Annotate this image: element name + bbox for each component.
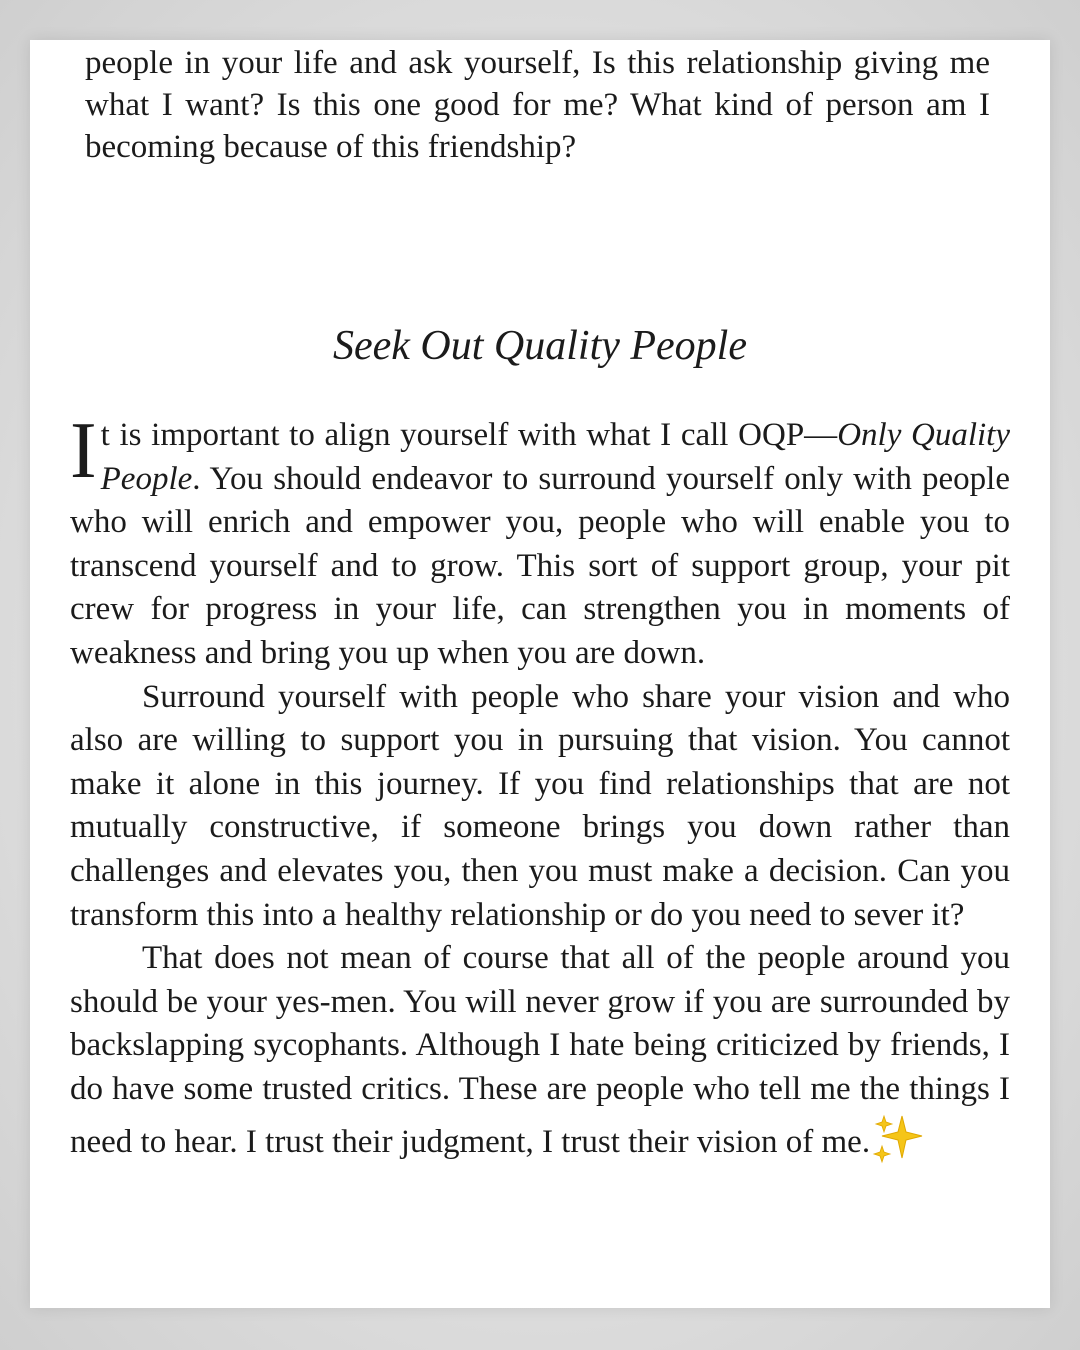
paragraph-1: [70, 407, 1010, 676]
section-heading: Seek Out Quality People: [332, 323, 747, 369]
paragraph-1-italic: Only Quality People: [100, 417, 1010, 497]
sparkle-icon: [872, 1112, 924, 1164]
paragraph-2: Surround yourself with people who share your vision and who also are willing to support you in pursuing that vision. You cannot make it alone in this journey. If you find relationships that are not mutually constructive, if someone brings you down rather than challenges and elevates you, then you must make a decision. Can you transform this into a healthy relationship or do you need to sever it?: [70, 678, 1010, 933]
paragraph-3-text: That does not mean of course that all of the people around you should be your yes-men. You will never grow if you are surrounded by backslapping sycophants. Although I hate being criticized by friends, I do have some trusted critics. These are people who tell me the things I need to hear. I trust their judgment, I trust their vision of me.: [70, 940, 1010, 1160]
section-body: [70, 407, 1010, 1164]
drop-cap: I: [70, 407, 97, 495]
paragraph-1-text-b: . You should endeavor to surround yourself only with people who will enrich and empower you, people who will enable you to transcend yourself and to grow. This sort of support group, your pit crew for progress in your life, can strengthen you in moments of weakness and bring you up when you are down.: [70, 460, 1010, 671]
book-page: [30, 40, 1050, 1308]
paragraph-1-text-a: t is important to align yourself with what I call OQP—: [100, 417, 838, 453]
paragraph-3: [70, 937, 1010, 1164]
top-paragraph: people in your life and ask yourself, Is this relationship giving me what I want? Is this one good for me? What kind of person am I becoming because of this friendship?: [85, 45, 990, 165]
